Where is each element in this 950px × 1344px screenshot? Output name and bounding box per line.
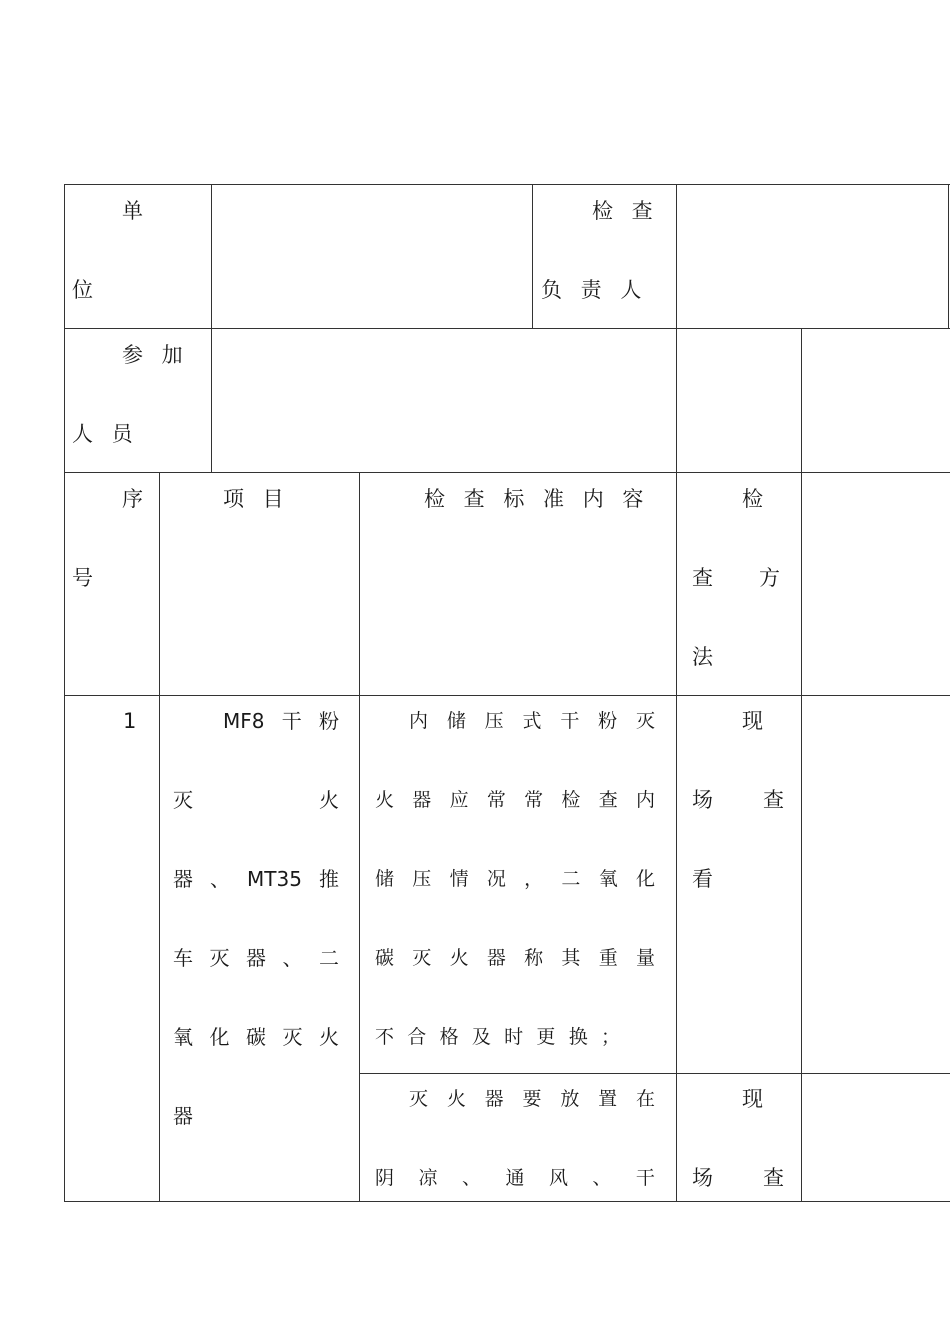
row-item-line: 器 、 MT35 推 [173,867,339,891]
grid-line [359,472,360,1202]
header-item: 项 目 [223,487,290,511]
standard-line: 阴 凉 、 通 风 、 干 [375,1167,655,1189]
grid-line [359,1073,950,1074]
row-method-cell-1 [692,708,784,1068]
grid-line [64,184,950,185]
header-method-line-2b: 方 [759,566,780,590]
header-method-line-1: 检 [742,487,763,511]
grid-line [64,328,950,329]
row-method-cell-2 [692,1086,784,1196]
grid-line [64,695,950,696]
standard-line: 不 合 格 及 时 更 换 ； [375,1026,620,1048]
header-method-line-3: 法 [692,645,713,669]
unit-label-line-1: 单 [122,199,143,223]
grid-line [64,1201,950,1202]
responsible-label-line-1: 检 查 [592,199,659,223]
grid-line [64,472,950,473]
participants-label-line-2: 人 员 [72,422,139,446]
grid-line [64,184,65,1202]
grid-line [948,184,949,328]
standard-line: 碳 灭 火 器 称 其 重 量 [375,947,655,969]
row-standard-cell-1 [375,708,655,1068]
header-standard: 检 查 标 准 内 容 [424,487,650,511]
grid-line [801,328,802,1202]
row-seq: 1 [123,709,137,733]
standard-line: 内 储 压 式 干 粉 灭 [409,710,655,732]
row-item-line: 车 灭 器 、 二 [173,946,339,970]
header-seq-line-2: 号 [72,566,93,590]
header-method-line-2a: 查 [692,566,713,590]
unit-label-line-2: 位 [72,278,93,302]
participants-label-line-1: 参 加 [122,343,189,367]
method-line: 现 [742,709,763,733]
row-standard-cell-2 [375,1086,655,1196]
standard-line: 储 压 情 况 ， 二 氧 化 [375,868,655,890]
row-item-line: 氧 化 碳 灭 火 [173,1025,339,1049]
grid-line [159,472,160,1202]
header-seq-line-1: 序 [122,487,143,511]
method-line: 场 查 [692,788,784,812]
standard-line: 灭 火 器 要 放 置 在 [409,1088,655,1110]
row-item-line: MF8 干 粉 [223,709,339,733]
row-item-line: 器 [173,1104,193,1128]
row-item-line: 灭 火 [173,788,339,812]
grid-line [211,184,212,472]
standard-line: 火 器 应 常 常 检 查 内 [375,789,655,811]
grid-line [676,184,677,1202]
responsible-label-line-2: 负 责 人 [541,278,648,302]
grid-line [532,184,533,328]
method-line: 场 查 [692,1166,784,1190]
row-item-cell [173,708,339,1178]
method-line: 看 [692,867,713,891]
method-line: 现 [742,1087,763,1111]
